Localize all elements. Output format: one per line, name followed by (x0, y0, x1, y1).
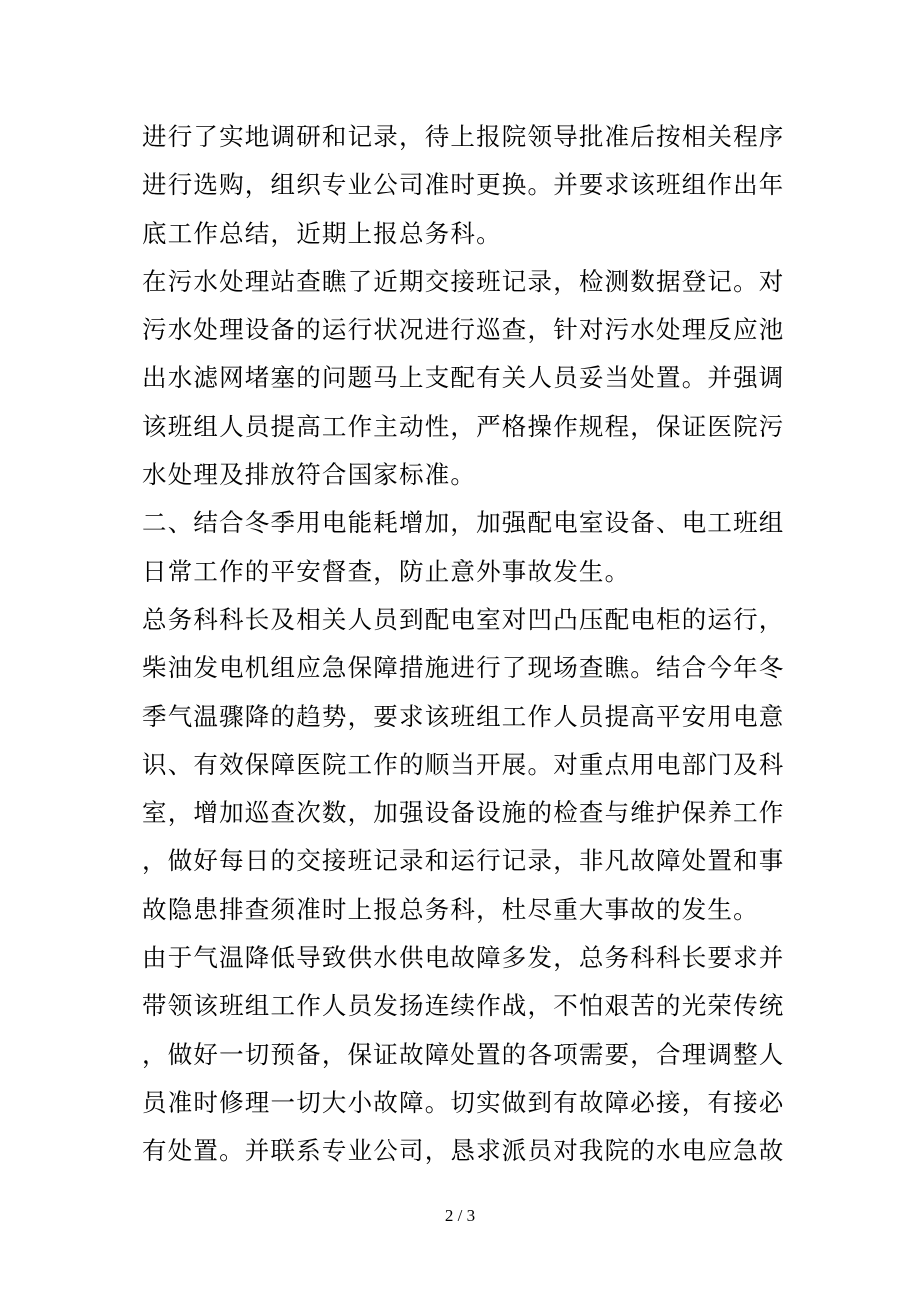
text-line: 出水滤网堵塞的问题马上支配有关人员妥当处置。并强调 (142, 363, 785, 393)
text-line: 底工作总结，近期上报总务科。 (142, 218, 502, 248)
page-number: 2 / 3 (444, 1206, 476, 1225)
text-line: 季气温骤降的趋势，要求该班组工作人员提高平安用电意 (142, 701, 785, 731)
text-line: 有处置。并联系专业公司，恳求派员对我院的水电应急故 (142, 1136, 785, 1166)
text-line: ，做好一切预备，保证故障处置的各项需要，合理调整人 (142, 1039, 785, 1069)
text-line: 由于气温降低导致供水供电故障多发，总务科科长要求并 (142, 943, 785, 973)
text-line: 在污水处理站查瞧了近期交接班记录，检测数据登记。对 (142, 266, 785, 296)
text-line: 水处理及排放符合国家标准。 (142, 460, 477, 490)
text-line: 进行选购，组织专业公司准时更换。并要求该班组作出年 (142, 170, 785, 200)
text-line: 带领该班组工作人员发扬连续作战，不怕艰苦的光荣传统 (142, 991, 785, 1021)
document-body (142, 113, 785, 1176)
text-line: 故隐患排查须准时上报总务科，杜尽重大事故的发生。 (142, 894, 759, 924)
text-line: 室，增加巡查次数，加强设备设施的检查与维护保养工作 (142, 798, 785, 828)
text-line: 该班组人员提高工作主动性，严格操作规程，保证医院污 (142, 411, 785, 441)
text-line: 进行了实地调研和记录，待上报院领导批准后按相关程序 (142, 122, 785, 151)
text-line: 污水处理设备的运行状况进行巡查，针对污水处理反应池 (142, 315, 785, 345)
text-line: 员准时修理一切大小故障。切实做到有故障必接，有接必 (142, 1087, 785, 1117)
text-line: 二、结合冬季用电能耗增加，加强配电室设备、电工班组 (142, 508, 785, 538)
text-line: 识、有效保障医院工作的顺当开展。对重点用电部门及科 (142, 749, 785, 779)
text-line: 总务科科长及相关人员到配电室对凹凸压配电柜的运行， (142, 604, 785, 634)
text-line: 日常工作的平安督查，防止意外事故发生。 (142, 556, 631, 586)
text-line: 柴油发电机组应急保障措施进行了现场查瞧。结合今年冬 (142, 653, 785, 683)
text-line: ，做好每日的交接班记录和运行记录，非凡故障处置和事 (142, 846, 785, 876)
